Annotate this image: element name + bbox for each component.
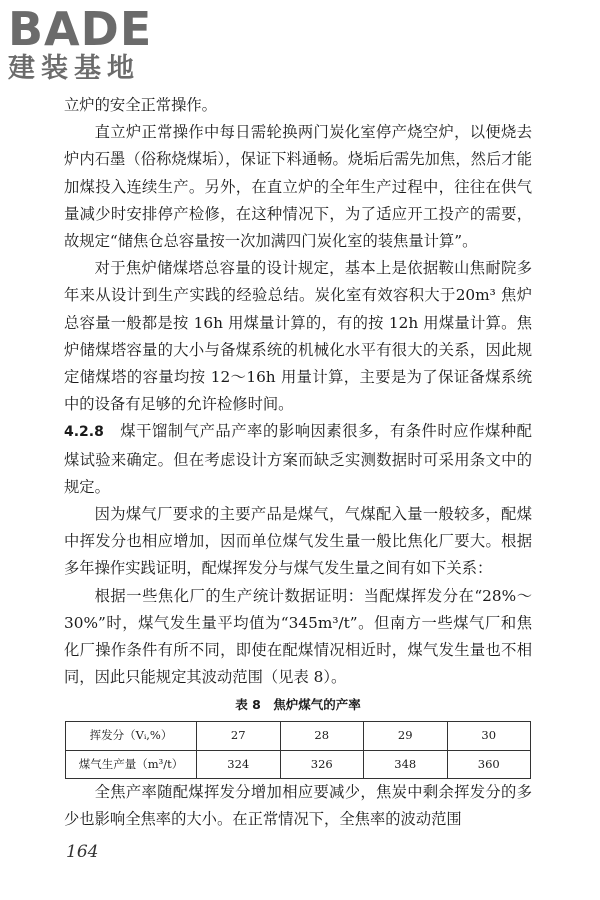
paragraph: 直立炉正常操作中每日需轮换两门炭化室停产烧空炉，以便烧去炉内石墨（俗称烧煤垢），保证下料通畅。烧垢后需先加焦，然后才能加煤投入连续生产。另外，在直立炉的全年生产过程中，往往在供气量减少时安排停产检修，在这种情况下，为了适应开工投产的需要，故规定“储焦仓总容量按一次加满四门炭化室的装焦量计算”。 xyxy=(64,123,532,251)
table-cell: 29 xyxy=(364,722,448,750)
table-cell: 360 xyxy=(447,750,531,778)
row-header: 煤气生产量（m³/t） xyxy=(66,750,197,778)
paragraph: 对于焦炉储煤塔总容量的设计规定，基本上是依据鞍山焦耐院多年来从设计到生产实践的经验总结。炭化室有效容积大于20m³ 焦炉总容量一般都是按 16h 用煤量计算的，有的按 12h 用煤量计算。焦炉储煤塔容量的大小与备煤系统的机械化水平有很大的关系，因此规定储煤塔的容量均按 12～16h 用量计算，主要是为了保证备煤系统中的设备有足够的允许检修时间。 xyxy=(64,259,532,414)
table-cell: 348 xyxy=(364,750,448,778)
table-cell: 27 xyxy=(197,722,281,750)
section-paragraph xyxy=(64,418,532,501)
document-body xyxy=(64,92,532,833)
row-header: 挥发分（Vᵢ,%） xyxy=(66,722,197,750)
section-number: 4.2.8 xyxy=(64,424,104,441)
logo-wordmark: BADE xyxy=(8,2,153,56)
page-number: 164 xyxy=(66,842,99,862)
paragraph: 根据一些焦化厂的生产统计数据证明：当配煤挥发分在“28%～30%”时，煤气发生量平均值为“345m³/t”。但南方一些煤气厂和焦化厂操作条件有所不同，即使在配煤情况相近时，煤气发生量也不相同，因此只能规定其波动范围（见表 8）。 xyxy=(64,586,532,687)
table-row xyxy=(66,722,531,750)
table-caption: 表 8 焦炉煤气的产率 xyxy=(235,697,361,713)
table-cell: 324 xyxy=(197,750,281,778)
bade-logo xyxy=(8,2,183,84)
data-table xyxy=(65,721,531,778)
table-cell: 28 xyxy=(280,722,364,750)
table-row xyxy=(66,750,531,778)
paragraph: 全焦产率随配煤挥发分增加相应要减少，焦炭中剩余挥发分的多少也影响全焦率的大小。在正常情况下，全焦率的波动范围 xyxy=(64,782,532,829)
logo-subtitle: 建装基地 xyxy=(8,53,140,84)
table-cell: 326 xyxy=(280,750,364,778)
paragraph: 因为煤气厂要求的主要产品是煤气，气煤配入量一般较多，配煤中挥发分也相应增加，因而单位煤气发生量一般比焦化厂要大。根据多年操作实践证明，配煤挥发分与煤气发生量之间有如下关系： xyxy=(64,505,532,578)
section-text: 煤干馏制气产品产率的影响因素很多，有条件时应作煤种配煤试验来确定。但在考虑设计方案而缺乏实测数据时可采用条文中的规定。 xyxy=(64,422,532,496)
paragraph: 立炉的安全正常操作。 xyxy=(64,96,217,114)
table-cell: 30 xyxy=(447,722,531,750)
